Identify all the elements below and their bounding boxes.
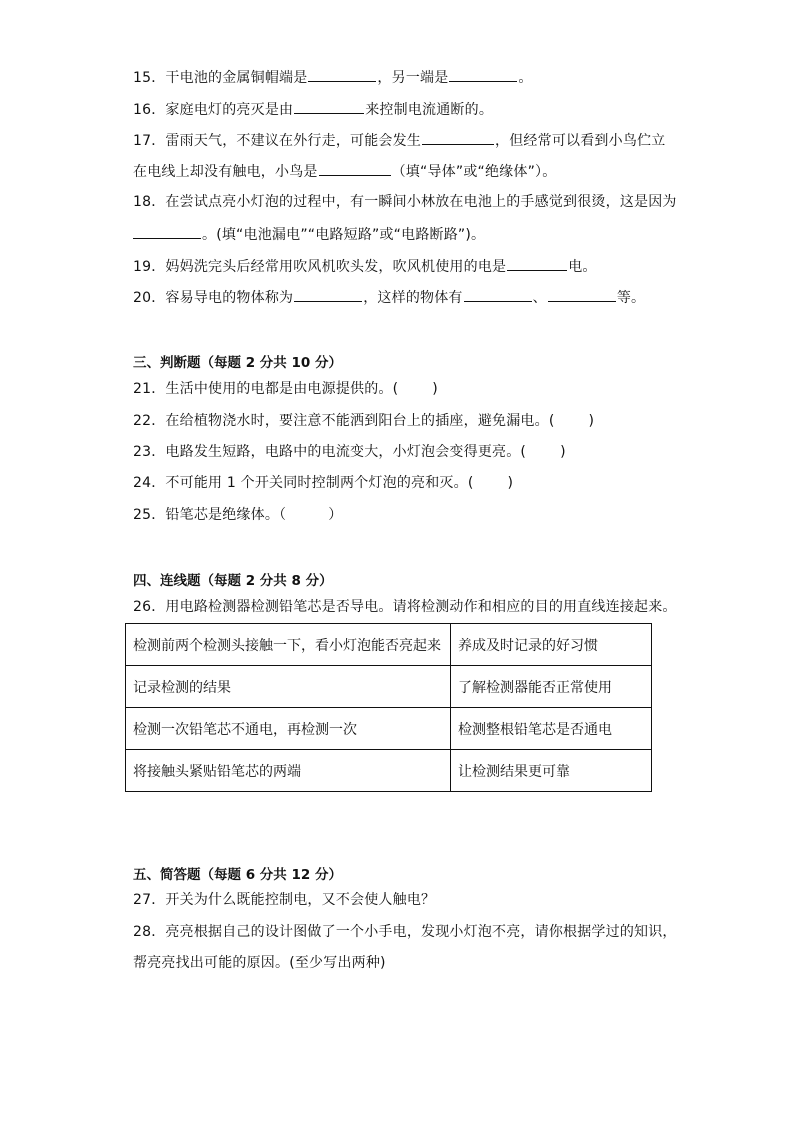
question-number: 23． xyxy=(133,444,166,460)
question-number: 19． xyxy=(133,259,166,275)
question-number: 18． xyxy=(133,194,166,210)
answer-blank[interactable] xyxy=(422,129,494,145)
answer-blank[interactable] xyxy=(294,286,362,302)
question-text: 电路发生短路，电路中的电流变大，小灯泡会变得更亮。( xyxy=(165,444,527,460)
section-title-short-answer: 五、简答题（每题 6 分共 12 分） xyxy=(133,867,342,883)
question-22 xyxy=(133,411,594,431)
answer-blank[interactable] xyxy=(294,98,364,114)
question-number: 25． xyxy=(133,507,166,523)
question-text: 。 xyxy=(518,70,533,86)
question-number: 17． xyxy=(133,133,166,149)
answer-blank[interactable] xyxy=(319,160,391,176)
question-text: ，这样的物体有 xyxy=(363,290,463,306)
question-15 xyxy=(133,66,533,88)
purpose-cell[interactable]: 让检测结果更可靠 xyxy=(451,750,652,792)
answer-blank[interactable] xyxy=(133,223,201,239)
action-cell[interactable]: 将接触头紧贴铅笔芯的两端 xyxy=(126,750,451,792)
question-17-continued xyxy=(133,160,556,182)
question-text: 干电池的金属铜帽端是 xyxy=(165,70,308,86)
table-row xyxy=(126,750,652,792)
question-text: 雷雨天气，不建议在外行走，可能会发生 xyxy=(165,133,422,149)
question-28 xyxy=(133,922,677,942)
question-26 xyxy=(133,597,677,617)
action-cell[interactable]: 检测前两个检测头接触一下，看小灯泡能否亮起来 xyxy=(126,624,451,666)
purpose-cell[interactable]: 养成及时记录的好习惯 xyxy=(451,624,652,666)
action-cell[interactable]: 检测一次铅笔芯不通电，再检测一次 xyxy=(126,708,451,750)
question-text: 在尝试点亮小灯泡的过程中，有一瞬间小林放在电池上的手感觉到很烫，这是因为 xyxy=(165,194,677,210)
question-20 xyxy=(133,286,645,308)
bracket-close: ) xyxy=(560,444,566,460)
question-text: （填“导体”或“绝缘体”）。 xyxy=(391,164,557,180)
question-25 xyxy=(133,505,342,525)
bracket-close: ) xyxy=(588,413,595,429)
table-row xyxy=(126,624,652,666)
question-text: 在电线上却没有触电，小鸟是 xyxy=(133,164,318,180)
question-28-continued xyxy=(133,953,386,973)
question-text: 妈妈洗完头后经常用吹风机吹头发，吹风机使用的电是 xyxy=(165,259,507,275)
bracket-close: ) xyxy=(432,381,438,397)
question-number: 24． xyxy=(133,475,166,491)
question-number: 21． xyxy=(133,381,166,397)
question-17 xyxy=(133,129,665,151)
question-27 xyxy=(133,890,435,910)
bracket-close: ) xyxy=(507,475,514,491)
question-text: 来控制电流通断的。 xyxy=(365,102,494,118)
question-number: 16． xyxy=(133,102,166,118)
purpose-cell[interactable]: 了解检测器能否正常使用 xyxy=(451,666,652,708)
question-18-continued xyxy=(133,223,485,245)
question-text: 铅笔芯是绝缘体。（ xyxy=(165,507,287,523)
question-23 xyxy=(133,442,566,462)
question-21 xyxy=(133,379,438,399)
question-16 xyxy=(133,98,493,120)
action-cell[interactable]: 记录检测的结果 xyxy=(126,666,451,708)
question-number: 26． xyxy=(133,599,166,615)
answer-blank[interactable] xyxy=(449,66,517,82)
answer-blank[interactable] xyxy=(308,66,376,82)
question-text: ，另一端是 xyxy=(377,70,449,86)
question-text: 容易导电的物体称为 xyxy=(165,290,294,306)
question-text: 帮亮亮找出可能的原因。(至少写出两种) xyxy=(133,955,386,971)
matching-table xyxy=(125,623,652,792)
bracket-close: ） xyxy=(328,507,343,523)
table-row xyxy=(126,708,652,750)
question-text: 用电路检测器检测铅笔芯是否导电。请将检测动作和相应的目的用直线连接起来。 xyxy=(165,599,677,615)
section-title-judgement: 三、判断题（每题 2 分共 10 分） xyxy=(133,355,342,371)
question-24 xyxy=(133,473,513,493)
question-text: 生活中使用的电都是由电源提供的。( xyxy=(165,381,399,397)
question-text: 电。 xyxy=(568,259,597,275)
answer-blank[interactable] xyxy=(464,286,532,302)
question-text: 。(填“电池漏电”“电路短路”或“电路断路”)。 xyxy=(202,227,486,243)
answer-blank[interactable] xyxy=(548,286,616,302)
question-text: 家庭电灯的亮灭是由 xyxy=(165,102,294,118)
question-number: 22． xyxy=(133,413,166,429)
section-title-matching: 四、连线题（每题 2 分共 8 分） xyxy=(133,573,333,589)
answer-blank[interactable] xyxy=(507,255,567,271)
question-number: 27． xyxy=(133,892,166,908)
purpose-cell[interactable]: 检测整根铅笔芯是否通电 xyxy=(451,708,652,750)
question-text: 在给植物浇水时，要注意不能洒到阳台上的插座，避免漏电。( xyxy=(165,413,555,429)
question-number: 20． xyxy=(133,290,166,306)
question-19 xyxy=(133,255,597,277)
table-row xyxy=(126,666,652,708)
question-18 xyxy=(133,192,677,212)
question-number: 15． xyxy=(133,70,166,86)
question-text: 不可能用 1 个开关同时控制两个灯泡的亮和灭。( xyxy=(165,475,474,491)
question-number: 28． xyxy=(133,924,166,940)
question-text: 、 xyxy=(532,290,547,306)
question-text: 等。 xyxy=(616,290,646,306)
question-text: 开关为什么既能控制电，又不会使人触电？ xyxy=(165,892,436,908)
question-text: 亮亮根据自己的设计图做了一个小手电，发现小灯泡不亮，请你根据学过的知识， xyxy=(165,924,677,940)
question-text: ，但经常可以看到小鸟伫立 xyxy=(495,133,666,149)
